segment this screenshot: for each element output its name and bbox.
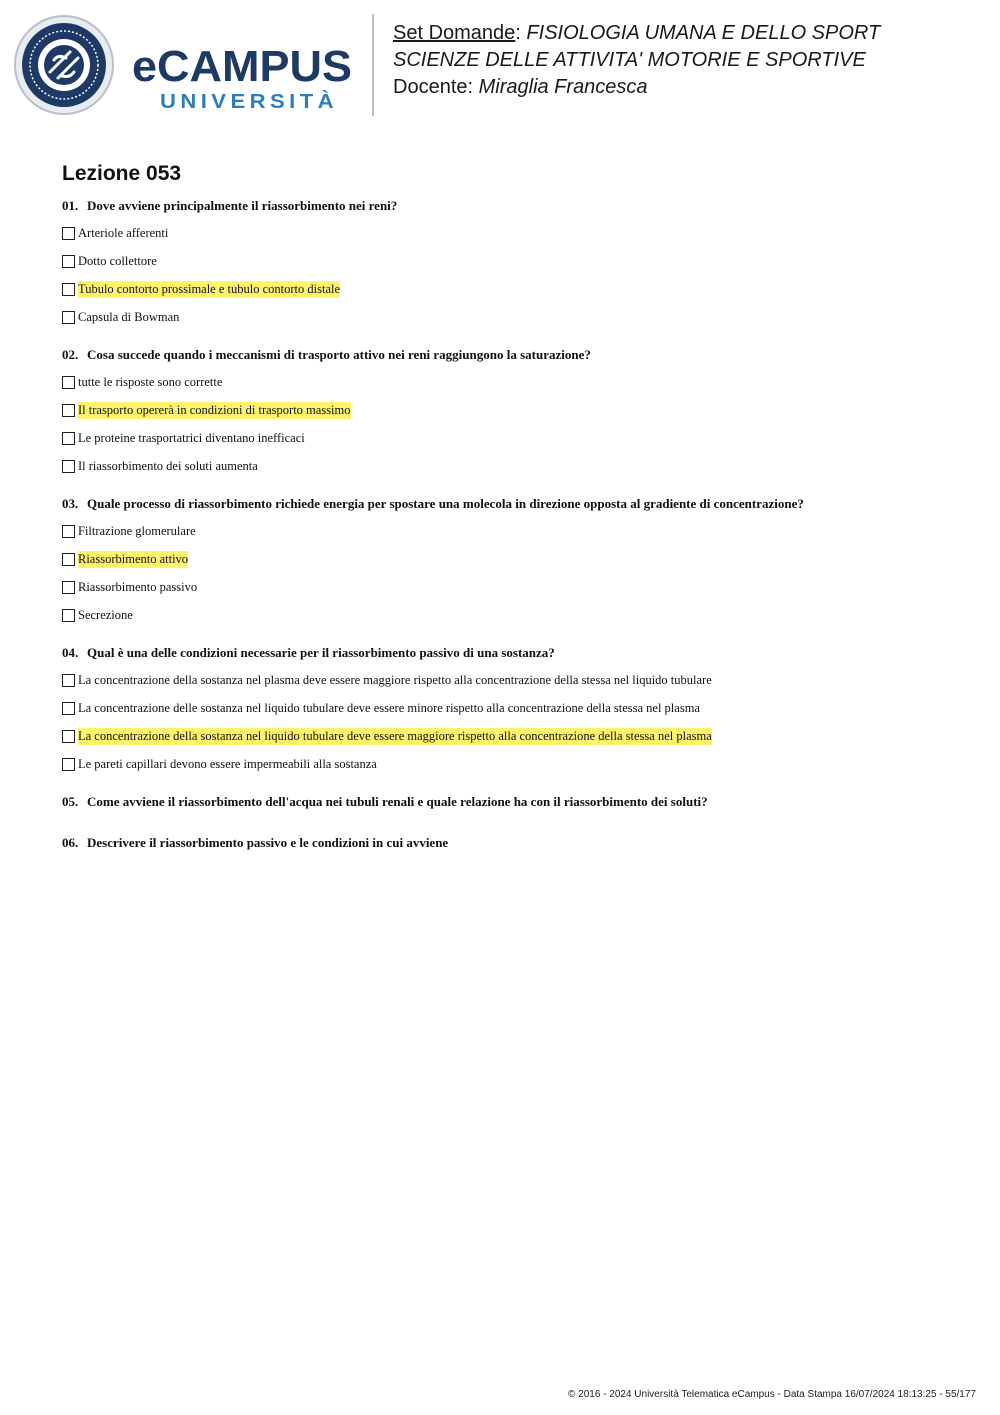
answer-text: Secrezione	[78, 607, 133, 622]
answer-text-highlighted: Riassorbimento attivo	[78, 551, 189, 566]
answer-option[interactable]	[62, 452, 982, 480]
answer-checkbox[interactable]	[62, 758, 75, 771]
question-text	[62, 347, 982, 363]
answer-option[interactable]	[62, 303, 982, 331]
lesson-title: Lezione 053	[62, 162, 182, 185]
answer-option[interactable]	[62, 396, 982, 424]
question-list	[62, 198, 982, 876]
question-number: 03.	[62, 496, 79, 511]
answer-option[interactable]	[62, 424, 982, 452]
logo-wordmark: eCAMPUS	[132, 42, 352, 91]
answer-option[interactable]	[62, 750, 982, 778]
answer-option[interactable]	[62, 368, 982, 396]
answer-option[interactable]	[62, 694, 982, 722]
teacher-line	[393, 74, 880, 101]
answer-checkbox[interactable]	[62, 255, 75, 268]
answer-option[interactable]	[62, 517, 982, 545]
question-text	[62, 496, 982, 512]
answer-text: Dotto collettore	[78, 253, 157, 268]
answer-option[interactable]	[62, 601, 982, 629]
question-number: 01.	[62, 198, 79, 213]
question-number: 02.	[62, 347, 79, 362]
answer-checkbox[interactable]	[62, 609, 75, 622]
answer-text: Le proteine trasportatrici diventano inefficaci	[78, 430, 305, 445]
question-item	[62, 645, 982, 778]
answer-option[interactable]	[62, 722, 982, 750]
question-item	[62, 198, 982, 331]
question-item	[62, 496, 982, 629]
answer-checkbox[interactable]	[62, 553, 75, 566]
ecampus-logo	[12, 14, 357, 118]
question-label: Qual è una delle condizioni necessarie per il riassorbimento passivo di una sostanza?	[87, 645, 555, 660]
answer-option[interactable]	[62, 219, 982, 247]
answer-checkbox[interactable]	[62, 460, 75, 473]
question-text	[62, 835, 982, 851]
answer-options	[62, 368, 982, 480]
page-footer: © 2016 - 2024 Università Telematica eCampus - Data Stampa 16/07/2024 18:13:25 - 55/177	[568, 1389, 976, 1400]
answer-checkbox[interactable]	[62, 702, 75, 715]
question-label: Descrivere il riassorbimento passivo e le condizioni in cui avviene	[87, 835, 449, 850]
answer-checkbox[interactable]	[62, 404, 75, 417]
question-text	[62, 794, 982, 810]
program-name: SCIENZE DELLE ATTIVITA' MOTORIE E SPORTIVE	[393, 49, 866, 71]
question-number: 05.	[62, 794, 79, 809]
answer-text: Il riassorbimento dei soluti aumenta	[78, 458, 258, 473]
question-number: 06.	[62, 835, 79, 850]
answer-option[interactable]	[62, 275, 982, 303]
header-divider	[372, 14, 374, 116]
answer-checkbox[interactable]	[62, 674, 75, 687]
answer-options	[62, 517, 982, 629]
answer-text: Filtrazione glomerulare	[78, 523, 196, 538]
answer-option[interactable]	[62, 545, 982, 573]
answer-option[interactable]	[62, 666, 982, 694]
set-label: Set Domande	[393, 22, 516, 44]
answer-text-highlighted: La concentrazione della sostanza nel liquido tubulare deve essere maggiore rispetto alla concentrazione della stessa nel plasma	[78, 728, 712, 743]
question-label: Dove avviene principalmente il riassorbimento nei reni?	[87, 198, 398, 213]
answer-text: La concentrazione delle sostanza nel liquido tubulare deve essere minore rispetto alla concentrazione della stessa nel plasma	[78, 700, 700, 715]
question-item	[62, 794, 982, 810]
question-number: 04.	[62, 645, 79, 660]
answer-checkbox[interactable]	[62, 227, 75, 240]
question-label: Come avviene il riassorbimento dell'acqua nei tubuli renali e quale relazione ha con il riassorbimento dei soluti?	[87, 794, 708, 809]
answer-text: Riassorbimento passivo	[78, 579, 198, 594]
university-seal-icon	[15, 16, 113, 114]
answer-options	[62, 219, 982, 331]
answer-text-highlighted: Tubulo contorto prossimale e tubulo contorto distale	[78, 281, 341, 296]
answer-checkbox[interactable]	[62, 311, 75, 324]
answer-option[interactable]	[62, 247, 982, 275]
question-label: Cosa succede quando i meccanismi di trasporto attivo nei reni raggiungono la saturazione?	[87, 347, 591, 362]
program-line	[393, 47, 880, 74]
logo-subtitle: UNIVERSITÀ	[160, 91, 322, 113]
answer-text-highlighted: Il trasporto opererà in condizioni di trasporto massimo	[78, 402, 351, 417]
answer-text: La concentrazione della sostanza nel plasma deve essere maggiore rispetto alla concentrazione della stessa nel liquido tubulare	[78, 672, 712, 687]
answer-checkbox[interactable]	[62, 730, 75, 743]
teacher-name: Miraglia Francesca	[478, 76, 648, 98]
question-label: Quale processo di riassorbimento richiede energia per spostare una molecola in direzione opposta al gradiente di concentrazione?	[87, 496, 804, 511]
answer-checkbox[interactable]	[62, 525, 75, 538]
teacher-label: Docente:	[393, 76, 479, 98]
question-item	[62, 835, 982, 851]
answer-options	[62, 666, 982, 778]
answer-checkbox[interactable]	[62, 581, 75, 594]
course-header	[393, 20, 880, 101]
answer-text: tutte le risposte sono corrette	[78, 374, 223, 389]
course-name: FISIOLOGIA UMANA E DELLO SPORT	[526, 22, 881, 44]
answer-checkbox[interactable]	[62, 283, 75, 296]
question-text	[62, 198, 982, 214]
answer-text: Capsula di Bowman	[78, 309, 180, 324]
answer-checkbox[interactable]	[62, 432, 75, 445]
set-line	[393, 20, 880, 47]
set-separator: :	[515, 22, 527, 44]
question-item	[62, 347, 982, 480]
answer-option[interactable]	[62, 573, 982, 601]
answer-text: Le pareti capillari devono essere impermeabili alla sostanza	[78, 756, 377, 771]
answer-checkbox[interactable]	[62, 376, 75, 389]
answer-text: Arteriole afferenti	[78, 225, 169, 240]
question-text	[62, 645, 982, 661]
